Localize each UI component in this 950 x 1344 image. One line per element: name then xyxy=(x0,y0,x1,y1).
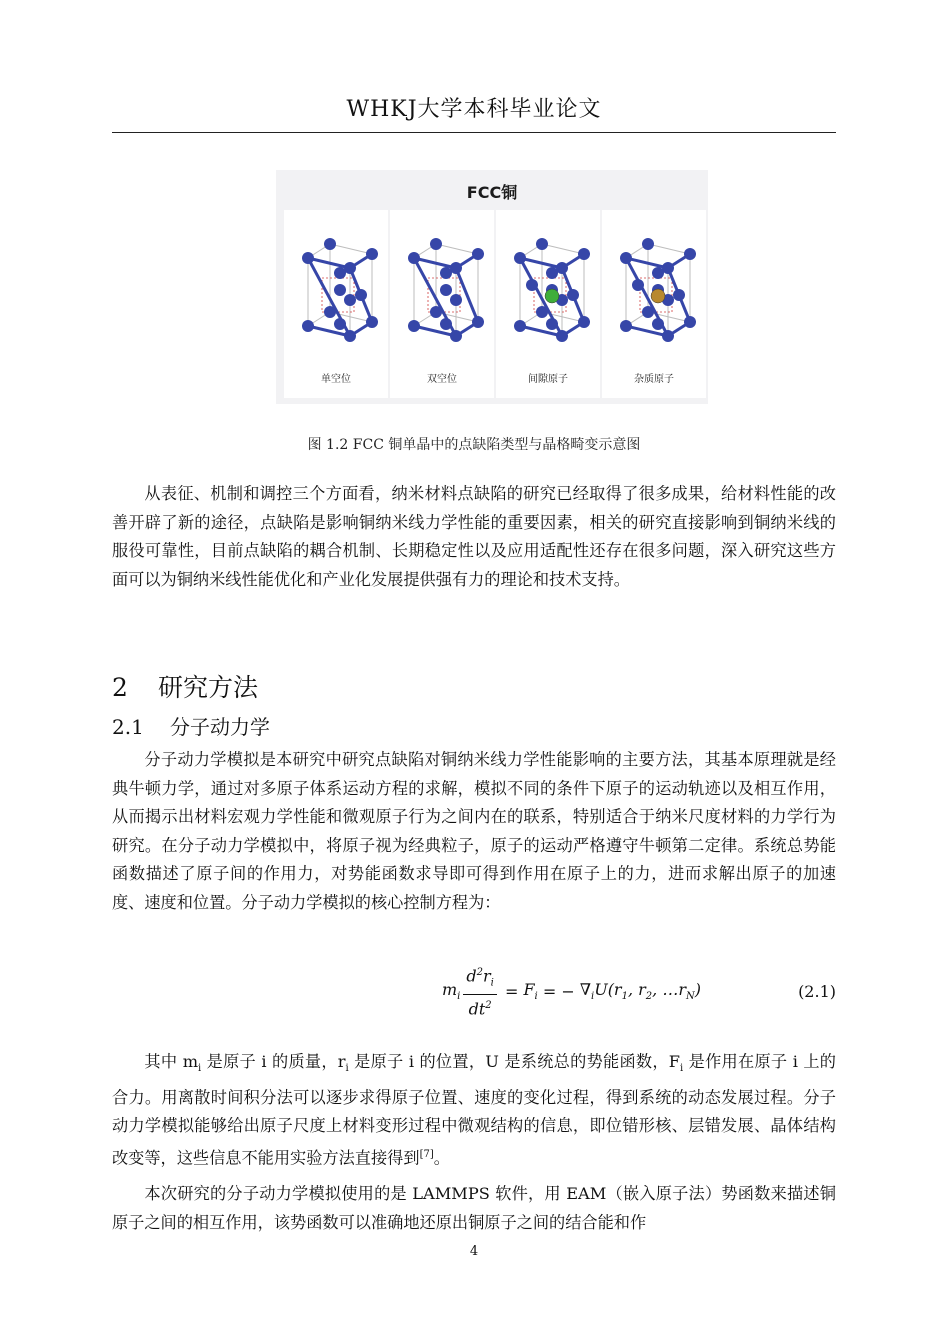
atom xyxy=(440,267,452,279)
atom xyxy=(514,252,526,264)
lattice-double-vacancy xyxy=(390,210,494,370)
panel-label: 间隙原子 xyxy=(528,374,568,385)
equation-body: $m_i$ $\frac{d^2r_i}{dt^2}$ = $F_i$ = − $\nabla_iU(r_1$, $r_2$, $\dots r_N$) xyxy=(442,966,701,1016)
section-heading xyxy=(112,668,258,704)
atom xyxy=(430,238,442,250)
atom xyxy=(620,320,632,332)
interstitial-atom xyxy=(545,289,559,303)
paragraph: 其中 $m_i$ 是原子 i 的质量，$r_i$ 是原子 i 的位置，U 是系统总的势能函数，$F_i$ 是作用在原子 i 上的合力。用离散时间积分法可以逐步求得原子位置、速度的变化过程，得到系统的动态发展过程。分子动力学模拟能够给出原子尺度上材料变形过程中微观结构的信息，即位错形核、层错发展、晶体结构改变等，这些信息不能用实验方法直接得到[7]。 xyxy=(112,1052,836,1168)
atom xyxy=(684,248,696,260)
atom xyxy=(334,284,346,296)
paragraph: 本次研究的分子动力学模拟使用的是 LAMMPS 软件，用 EAM（嵌入原子法）势函数来描述铜原子之间的相互作用，该势函数可以准确地还原出铜原子之间的结合能和作 xyxy=(112,1184,836,1232)
section-number: 2 xyxy=(112,673,128,702)
panel-label: 杂质原子 xyxy=(634,374,674,385)
equation-number: (2.1) xyxy=(798,982,836,1001)
lattice-group xyxy=(302,238,378,342)
atom xyxy=(546,318,558,330)
page-number: 4 xyxy=(469,1244,479,1259)
atom xyxy=(684,316,696,328)
impurity-atom xyxy=(651,289,665,303)
section-title: 研究方法 xyxy=(158,673,259,702)
atom xyxy=(324,238,336,250)
subsection-heading xyxy=(112,711,270,740)
lattice-interstitial xyxy=(496,210,600,370)
cell-edge xyxy=(648,244,690,254)
atom xyxy=(302,320,314,332)
atom xyxy=(408,252,420,264)
bond xyxy=(308,258,350,268)
atom xyxy=(334,318,346,330)
equation-2-1 xyxy=(112,966,836,1026)
lattice-impurity xyxy=(602,210,706,370)
running-header: WHKJ大学本科毕业论文 xyxy=(346,97,602,122)
atom xyxy=(514,320,526,332)
atom xyxy=(430,306,442,318)
atom xyxy=(366,248,378,260)
figure-title: FCC铜 xyxy=(466,183,518,202)
header-rule xyxy=(112,132,836,133)
atom xyxy=(366,316,378,328)
figure-caption: 图 1.2 FCC 铜单晶中的点缺陷类型与晶格畸变示意图 xyxy=(307,437,641,453)
panel-impurity xyxy=(602,210,706,398)
atom xyxy=(334,267,346,279)
atom xyxy=(662,330,674,342)
panel-double-vacancy xyxy=(390,210,494,398)
atom xyxy=(302,252,314,264)
atom xyxy=(472,248,484,260)
atom xyxy=(355,289,367,301)
atom xyxy=(578,248,590,260)
panel-label: 单空位 xyxy=(321,374,351,385)
panel-single-vacancy xyxy=(284,210,388,398)
atom xyxy=(652,318,664,330)
atom xyxy=(652,267,664,279)
panel-interstitial xyxy=(496,210,600,398)
atom xyxy=(526,279,538,291)
atom xyxy=(408,320,420,332)
paragraph: 从表征、机制和调控三个方面看，纳米材料点缺陷的研究已经取得了很多成果，给材料性能的改善开辟了新的途径，点缺陷是影响铜纳米线力学性能的重要因素，相关的研究直接影响到铜纳米线的服役可靠性，目前点缺陷的耦合机制、长期稳定性以及应用适配性还存在很多问题，深入研究这些方面可以为铜纳米线性能优化和产业化发展提供强有力的理论和技术支持。 xyxy=(112,484,836,589)
atom xyxy=(440,284,452,296)
subsection-number: 2.1 xyxy=(112,715,144,739)
citation-ref: [7] xyxy=(419,1149,434,1161)
lattice-group xyxy=(620,238,696,342)
atom xyxy=(344,294,356,306)
atom xyxy=(620,252,632,264)
atom xyxy=(536,306,548,318)
figure-fcc-defects xyxy=(276,170,708,404)
atom xyxy=(546,267,558,279)
atom xyxy=(642,306,654,318)
lattice-group xyxy=(408,238,484,342)
atom xyxy=(344,330,356,342)
cell-edge xyxy=(330,244,372,254)
cell-edge xyxy=(436,244,478,254)
bond xyxy=(626,258,668,268)
atom xyxy=(536,238,548,250)
atom xyxy=(567,289,579,301)
atom xyxy=(324,306,336,318)
subsection-title: 分子动力学 xyxy=(170,715,270,739)
atom xyxy=(578,316,590,328)
atom xyxy=(632,279,644,291)
atom xyxy=(556,330,568,342)
lattice-group xyxy=(514,238,590,342)
atom xyxy=(673,289,685,301)
bond xyxy=(520,258,562,268)
cell-edge xyxy=(542,244,584,254)
bond xyxy=(414,258,456,268)
atom xyxy=(450,330,462,342)
panel-label: 双空位 xyxy=(427,374,457,385)
atom xyxy=(450,294,462,306)
atom xyxy=(472,316,484,328)
atom xyxy=(440,318,452,330)
lattice-single-vacancy xyxy=(284,210,388,370)
paragraph: 分子动力学模拟是本研究中研究点缺陷对铜纳米线力学性能影响的主要方法，其基本原理就是经典牛顿力学，通过对多原子体系运动方程的求解，模拟不同的条件下原子的运动轨迹以及相互作用，从而揭示出材料宏观力学性能和微观原子行为之间内在的联系，特别适合于纳米尺度材料的力学行为研究。在分子动力学模拟中，将原子视为经典粒子，原子的运动严格遵守牛顿第二定律。系统总势能函数描述了原子间的作用力，对势能函数求导即可得到作用在原子上的力，进而求解出原子的加速度、速度和位置。分子动力学模拟的核心控制方程为： xyxy=(112,750,836,912)
atom xyxy=(642,238,654,250)
